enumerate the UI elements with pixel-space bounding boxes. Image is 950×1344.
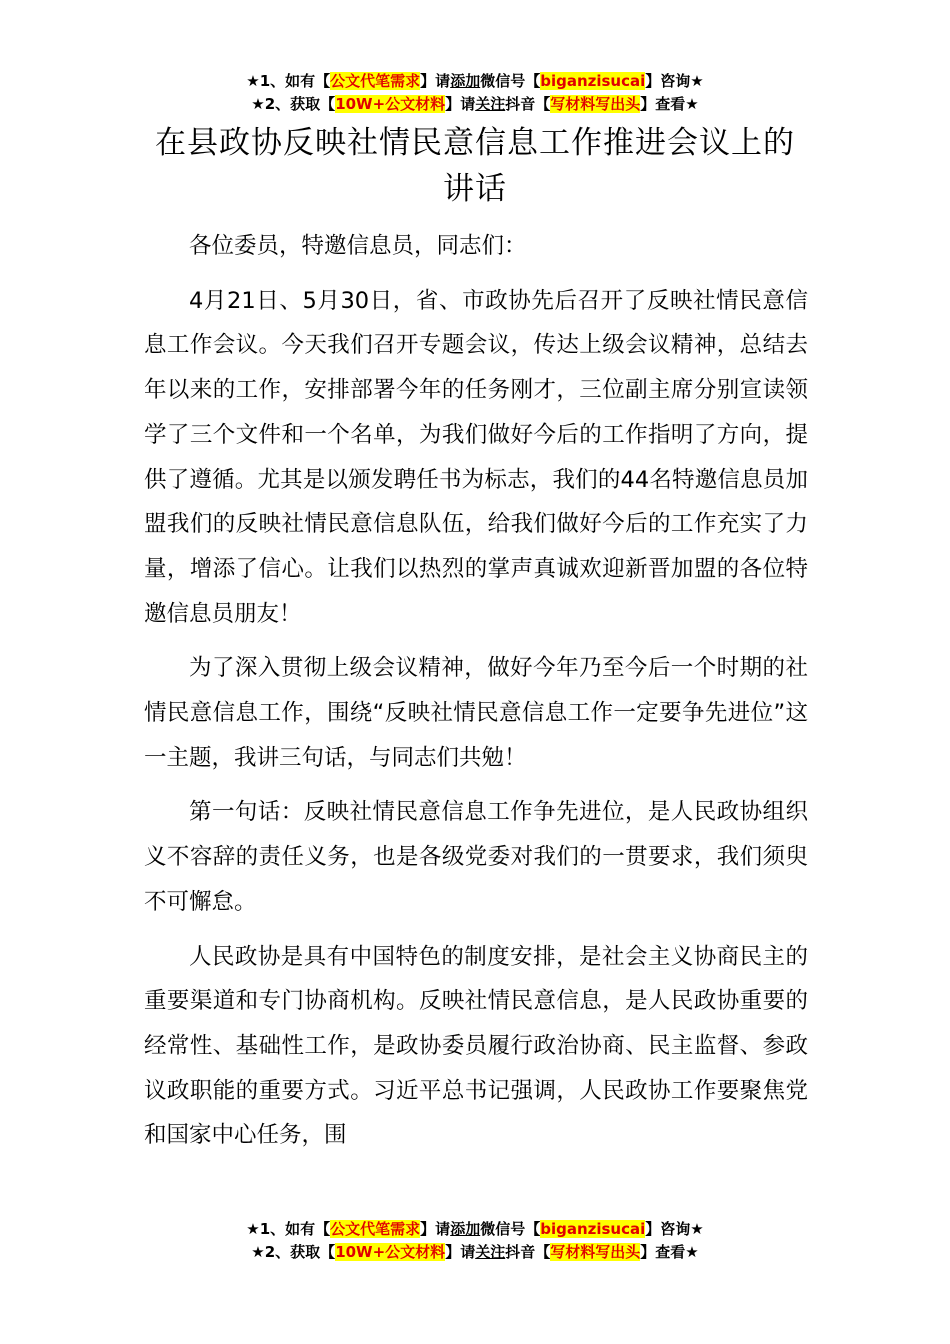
banner-text: 抖音【 xyxy=(505,1243,551,1261)
banner-line-2 xyxy=(0,1241,950,1264)
banner-highlight: 10W+公文材料 xyxy=(335,95,446,113)
banner-text: 抖音【 xyxy=(505,95,551,113)
banner-text: 】请 xyxy=(420,1220,451,1238)
paragraph: 人民政协是具有中国特色的制度安排，是社会主义协商民主的重要渠道和专门协商机构。反映社情民意信息，是人民政协重要的经常性、基础性工作，是政协委员履行政治协商、民主监督、参政议政职能的重要方式。习近平总书记强调，人民政协工作要聚焦党和国家中心任务，围 xyxy=(144,943,808,1149)
banner-text: 】请 xyxy=(420,72,451,90)
banner-underline: 关注 xyxy=(475,95,506,113)
banner-highlight: 10W+公文材料 xyxy=(335,1243,446,1261)
banner-underline: 添加 xyxy=(450,1220,481,1238)
banner-text: ★2、获取【 xyxy=(251,95,336,113)
paragraph: 第一句话：反映社情民意信息工作争先进位，是人民政协组织义不容辞的责任义务，也是各级党委对我们的一贯要求，我们须臾不可懈怠。 xyxy=(144,799,808,915)
greeting: 各位委员，特邀信息员，同志们： xyxy=(189,233,527,259)
banner-underline: 添加 xyxy=(450,72,481,90)
banner-highlight: 写材料写出头 xyxy=(550,1243,641,1261)
banner-text: 】咨询★ xyxy=(645,72,704,90)
footer-banner xyxy=(0,1218,950,1264)
banner-text: 】查看★ xyxy=(640,95,699,113)
banner-text: ★1、如有【 xyxy=(246,72,331,90)
document-title: 在县政协反映社情民意信息工作推进会议上的讲话 xyxy=(155,125,795,207)
banner-text: ★1、如有【 xyxy=(246,1220,331,1238)
paragraph: 4月21日、5月30日，省、市政协先后召开了反映社情民意信息工作会议。今天我们召开专题会议，传达上级会议精神，总结去年以来的工作，安排部署今年的任务刚才，三位副主席分别宣读领学了三个文件和一个名单，为我们做好今后的工作指明了方向，提供了遵循。尤其是以颁发聘任书为标志，我们的44名特邀信息员加盟我们的反映社情民意信息队伍，给我们做好今后的工作充实了力量，增添了信心。让我们以热烈的掌声真诚欢迎新晋加盟的各位特邀信息员朋友！ xyxy=(144,287,808,627)
banner-line-1 xyxy=(0,70,950,93)
banner-text: ★2、获取【 xyxy=(251,1243,336,1261)
banner-highlight: 写材料写出头 xyxy=(550,95,641,113)
banner-highlight: biganzisucai xyxy=(540,72,646,90)
banner-line-1 xyxy=(0,1218,950,1241)
banner-highlight: 公文代笔需求 xyxy=(330,1220,421,1238)
banner-text: 】查看★ xyxy=(640,1243,699,1261)
banner-text: 】请 xyxy=(445,1243,476,1261)
banner-line-2 xyxy=(0,93,950,116)
banner-underline: 关注 xyxy=(475,1243,506,1261)
paragraph: 为了深入贯彻上级会议精神，做好今年乃至今后一个时期的社情民意信息工作，围绕“反映社情民意信息工作一定要争先进位”这一主题，我讲三句话，与同志们共勉！ xyxy=(144,655,808,771)
banner-text: 微信号【 xyxy=(480,72,541,90)
banner-highlight: biganzisucai xyxy=(540,1220,646,1238)
banner-text: 】请 xyxy=(445,95,476,113)
banner-text: 】咨询★ xyxy=(645,1220,704,1238)
banner-text: 微信号【 xyxy=(480,1220,541,1238)
header-banner xyxy=(0,70,950,116)
banner-highlight: 公文代笔需求 xyxy=(330,72,421,90)
document-body xyxy=(144,224,808,1168)
